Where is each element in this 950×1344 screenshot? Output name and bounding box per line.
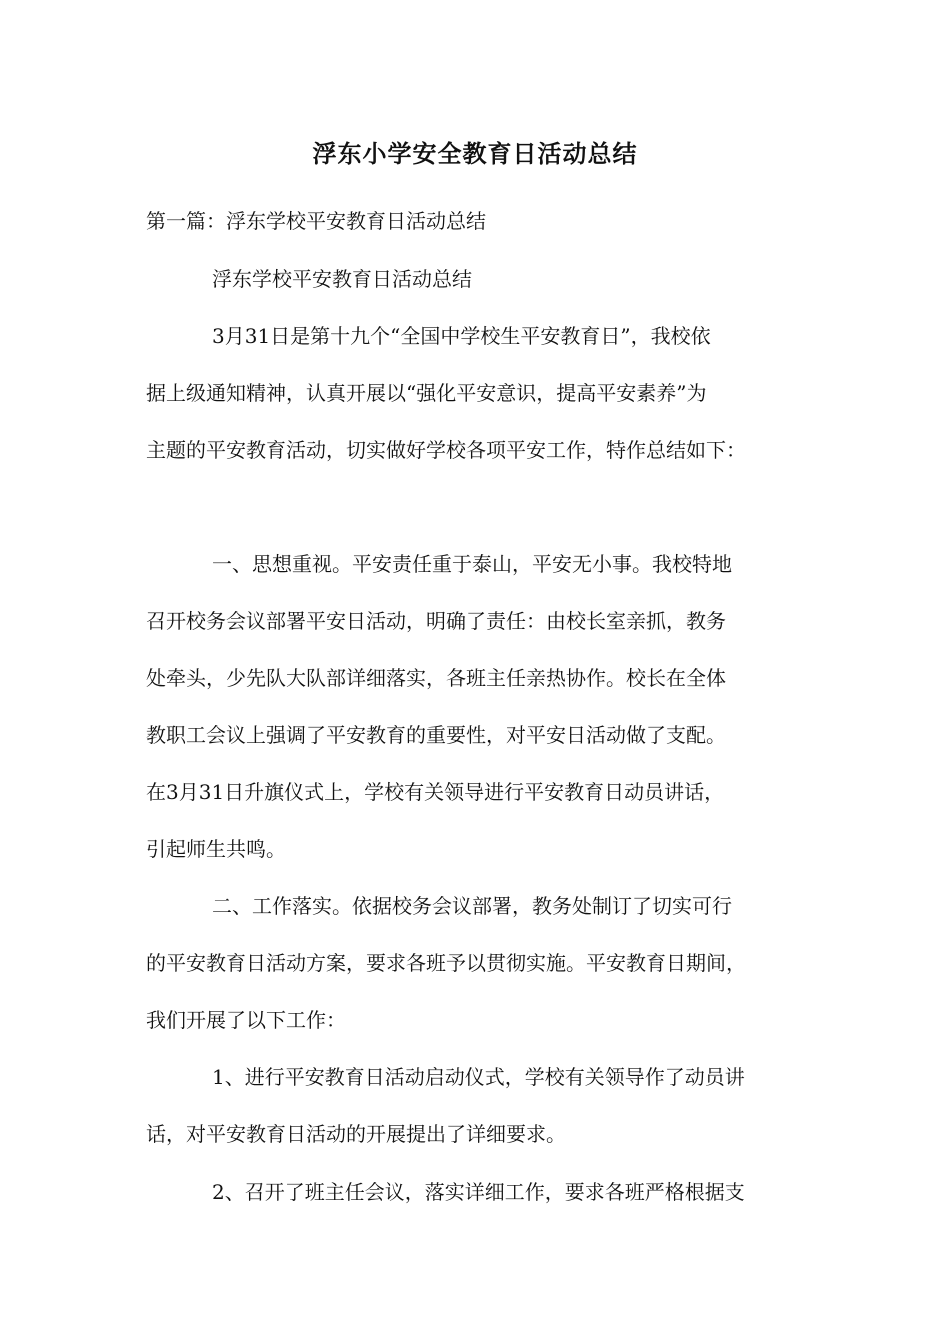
paragraph-line: 一、思想重视。平安责任重于泰山，平安无小事。我校特地: [212, 552, 732, 576]
paragraph-line: 处牵头，少先队大队部详细落实，各班主任亲热协作。校长在全体: [146, 666, 726, 690]
paragraph-line: 1、进行平安教育日活动启动仪式，学校有关领导作了动员讲: [212, 1065, 745, 1089]
paragraph-line: 3月31日是第十九个“全国中学校生平安教育日”，我校依: [212, 324, 711, 348]
document-title: 浮东小学安全教育日活动总结: [312, 139, 638, 168]
subtitle-line: 浮东学校平安教育日活动总结: [212, 267, 472, 291]
paragraph-line: 话，对平安教育日活动的开展提出了详细要求。: [146, 1122, 566, 1146]
paragraph-line: 引起师生共鸣。: [146, 837, 286, 861]
paragraph-line: 主题的平安教育活动，切实做好学校各项平安工作，特作总结如下：: [146, 438, 746, 462]
paragraph-line: 在3月31日升旗仪式上，学校有关领导进行平安教育日动员讲话，: [146, 780, 725, 804]
paragraph-line: 2、召开了班主任会议，落实详细工作，要求各班严格根据支: [212, 1180, 745, 1204]
section-heading: 第一篇：浮东学校平安教育日活动总结: [146, 209, 486, 233]
paragraph-line: 据上级通知精神，认真开展以“强化平安意识，提高平安素养”为: [146, 381, 707, 405]
paragraph-line: 召开校务会议部署平安日活动，明确了责任：由校长室亲抓，教务: [146, 609, 726, 633]
paragraph-line: 的平安教育日活动方案，要求各班予以贯彻实施。平安教育日期间，: [146, 951, 746, 975]
paragraph-line: 教职工会议上强调了平安教育的重要性，对平安日活动做了支配。: [146, 723, 726, 747]
paragraph-line: 二、工作落实。依据校务会议部署，教务处制订了切实可行: [212, 894, 732, 918]
paragraph-line: 我们开展了以下工作：: [146, 1008, 346, 1032]
